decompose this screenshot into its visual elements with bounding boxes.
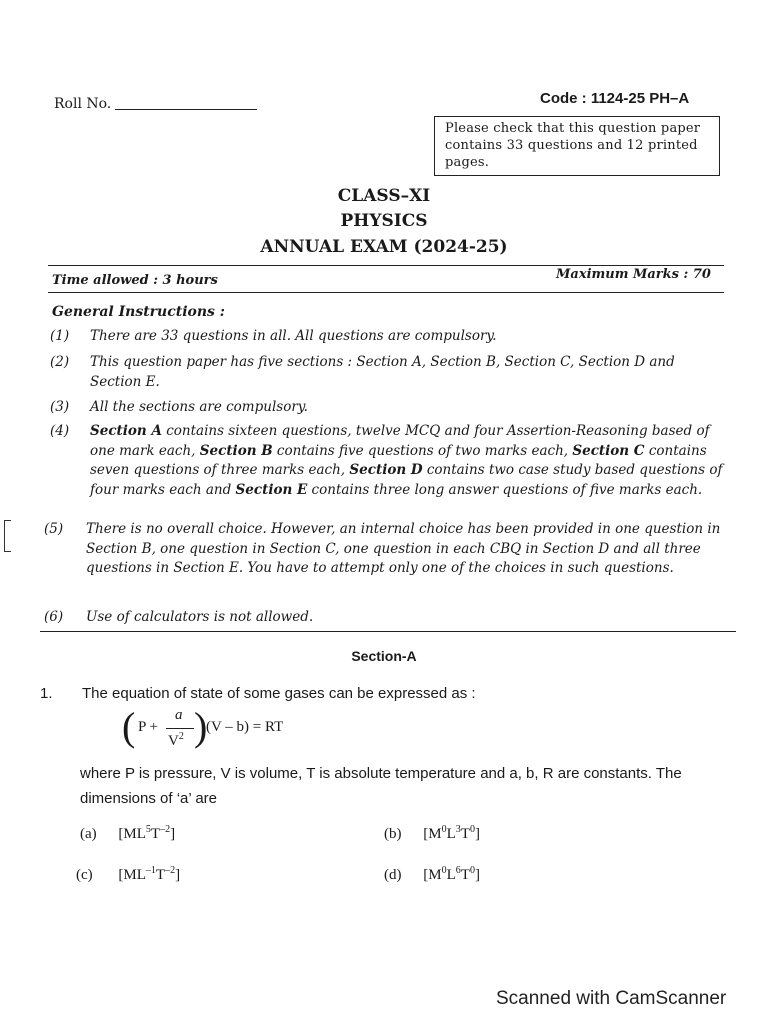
option-c[interactable]: [76, 867, 180, 884]
question-number: 1.: [40, 685, 53, 702]
exponent: 0: [441, 865, 447, 876]
divider-top: [48, 265, 724, 266]
question-continuation: where P is pressure, V is volume, T is absolute temperature and a, b, R are constants. The dimensions of ‘a’ are: [80, 765, 682, 807]
denominator-base: V: [168, 733, 179, 749]
right-paren-glyph: ): [194, 704, 208, 749]
fraction-bar: [166, 728, 194, 729]
exponent: 0: [469, 824, 475, 835]
instruction-number: (5): [44, 521, 64, 537]
divider-meta: [48, 292, 724, 293]
divider-instructions-end: [40, 631, 736, 632]
exam-title: ANNUAL EXAM (2024-25): [260, 237, 508, 257]
option-d[interactable]: [384, 867, 480, 884]
section-name: Section D: [349, 462, 423, 478]
eq-p-term: P +: [138, 719, 158, 735]
instruction-text: Use of calculators is not allowed.: [86, 609, 314, 625]
option-value: $[M^0L^6T^0]$: [423, 865, 480, 883]
time-allowed: Time allowed : 3 hours: [52, 273, 218, 288]
section-name: Section E: [235, 481, 308, 498]
page-check-notice: Please check that this question paper contains 33 questions and 12 printed pages.: [434, 116, 720, 176]
option-label: (a): [80, 826, 97, 842]
class-title: CLASS–XI: [337, 186, 431, 206]
exponent: –2: [165, 865, 176, 876]
instruction-text: There are 33 questions in all. All questions are compulsory.: [90, 328, 497, 344]
option-value: $[ML^{-1}T^{-2}]$: [118, 865, 181, 883]
eq-rest: (V – b) = RT: [206, 719, 284, 735]
instruction-text: This question paper has five sections : Section A, Section B, Section C, Section D and Section E.: [90, 354, 675, 390]
question-text: The equation of state of some gases can be expressed as :: [82, 685, 476, 702]
subject-title: PHYSICS: [340, 211, 428, 231]
maximum-marks: Maximum Marks : 70: [556, 267, 711, 282]
option-label: (b): [384, 826, 402, 842]
instruction-text: Section A contains sixteen questions, twelve MCQ and four Assertion-Reasoning based of one mark each, Section B contains five questions of two marks each, Section C contains seven questions of three marks each, Section D contains two case study based questions of four marks each and Section E contains three long answer questions of five marks each.: [90, 423, 723, 498]
instruction-text: There is no overall choice. However, an internal choice has been provided in one question in Section B, one question in Section C, one question in each CBQ in Section D and all three questions in Section E. You have to attempt only one of the choices in such questions.: [86, 521, 721, 576]
roll-label: Roll No.: [54, 96, 112, 112]
option-label: (c): [76, 867, 93, 883]
option-value: $[M^0L^3T^0]$: [423, 824, 480, 842]
exponent: 0: [469, 865, 475, 876]
instruction-number: (3): [50, 399, 70, 415]
option-b[interactable]: [384, 826, 480, 843]
instruction-text: All the sections are compulsory.: [90, 399, 308, 415]
section-name: Section C: [572, 442, 645, 459]
left-paren-glyph: (: [122, 704, 136, 749]
option-value: $[ML^5T^{-2}]$: [118, 824, 176, 842]
instructions-heading: General Instructions :: [52, 304, 225, 320]
instruction-number: (6): [44, 609, 64, 625]
exponent: 5: [145, 824, 151, 835]
scanner-watermark: Scanned with CamScanner: [496, 988, 727, 1009]
exponent: 0: [441, 824, 447, 835]
instruction-number: (2): [50, 354, 70, 370]
roll-number-field: [54, 96, 257, 112]
exponent: 6: [455, 865, 461, 876]
roll-blank-line: [115, 109, 257, 110]
paper-code: Code : 1124-25 PH–A: [540, 90, 690, 107]
margin-bracket-mark: [4, 520, 11, 552]
denominator-exponent: 2: [178, 731, 184, 742]
section-a-heading: Section-A: [351, 648, 417, 664]
exponent: –2: [160, 824, 171, 835]
instruction-number: (4): [50, 423, 70, 439]
instruction-number: (1): [50, 328, 70, 344]
eq-denominator: [168, 731, 184, 750]
section-name: Section B: [199, 442, 273, 459]
option-label: (d): [384, 867, 402, 883]
option-a[interactable]: [80, 826, 175, 843]
exponent: –1: [145, 865, 156, 876]
exponent: 3: [455, 824, 461, 835]
section-name: Section A: [90, 423, 162, 439]
eq-numerator: a: [175, 707, 183, 723]
